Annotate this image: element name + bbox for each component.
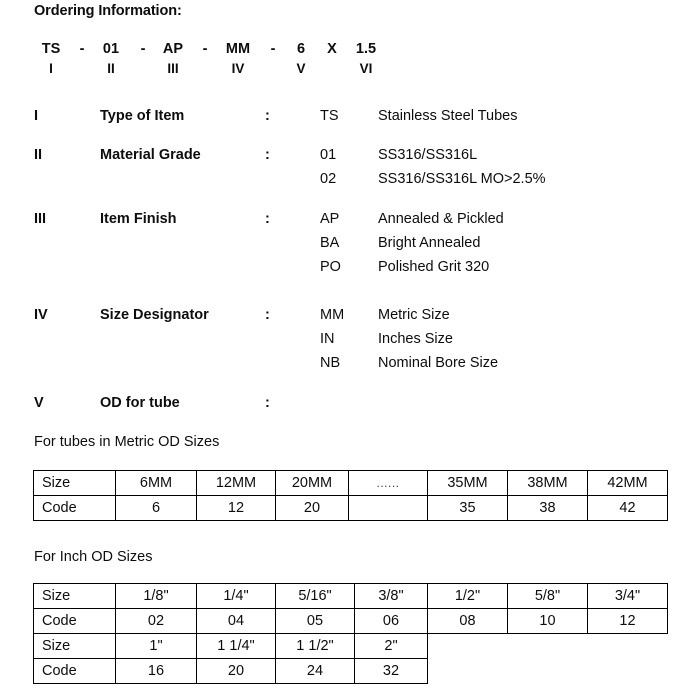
inch-code-cell-7: 12 xyxy=(588,609,668,634)
code-separator-1: - xyxy=(79,41,85,57)
spec-desc-mm: Metric Size xyxy=(378,307,450,323)
code-token-4: MM xyxy=(225,41,251,57)
spec-code-ts: TS xyxy=(320,108,339,124)
spec-colon-v: : xyxy=(265,395,270,411)
spec-roman-i: I xyxy=(34,108,39,124)
inch-size-cell-4: 3/8" xyxy=(355,584,428,609)
metric-code-cell-3: 20 xyxy=(276,496,349,521)
metric-code-cell-2: 12 xyxy=(197,496,276,521)
inch-size2-cell-4: 2" xyxy=(355,634,428,659)
spec-row-item-finish xyxy=(0,211,700,233)
spec-colon-ii: : xyxy=(265,147,270,163)
code-roman-1: I xyxy=(49,61,53,76)
spec-roman-ii: II xyxy=(34,147,43,163)
inch-code-cell-2: 04 xyxy=(197,609,276,634)
metric-code-cell-1: 6 xyxy=(116,496,197,521)
metric-size-cell-5: 35MM xyxy=(428,471,508,496)
inch-code2-cell-2: 20 xyxy=(197,659,276,684)
spec-row-size-designator xyxy=(0,307,700,329)
inch-table-caption: For Inch OD Sizes xyxy=(34,549,153,565)
inch-size-cell-1: 1/8" xyxy=(116,584,197,609)
metric-code-cell-5: 35 xyxy=(428,496,508,521)
table-row xyxy=(34,609,668,634)
inch-row2-head-code: Code xyxy=(34,609,116,634)
spec-desc-po: Polished Grit 320 xyxy=(378,259,490,275)
inch-code-cell-1: 02 xyxy=(116,609,197,634)
metric-code-cell-6: 38 xyxy=(508,496,588,521)
inch-size2-cell-empty-5 xyxy=(428,634,508,659)
inch-code2-cell-3: 24 xyxy=(276,659,355,684)
metric-od-size-table xyxy=(33,470,668,521)
metric-size-cell-ellipsis: ...... xyxy=(349,471,428,496)
spec-roman-iv: IV xyxy=(34,307,48,323)
inch-size-cell-6: 5/8" xyxy=(508,584,588,609)
table-row xyxy=(34,471,668,496)
spec-row-od-for-tube xyxy=(0,395,700,417)
inch-code-cell-5: 08 xyxy=(428,609,508,634)
spec-code-02: 02 xyxy=(320,171,337,187)
metric-size-cell-2: 12MM xyxy=(197,471,276,496)
spec-row-size-designator-in xyxy=(0,331,700,353)
code-token-6: 1.5 xyxy=(355,41,377,57)
code-token-3: AP xyxy=(162,41,184,57)
spec-colon-i: : xyxy=(265,108,270,124)
inch-code2-cell-empty-5 xyxy=(428,659,508,684)
code-separator-2: - xyxy=(140,41,146,57)
spec-desc-02: SS316/SS316L MO>2.5% xyxy=(378,171,546,187)
inch-od-size-table xyxy=(33,583,668,684)
metric-code-cell-ellipsis xyxy=(349,496,428,521)
inch-size-cell-5: 1/2" xyxy=(428,584,508,609)
inch-row3-head-size: Size xyxy=(34,634,116,659)
spec-desc-ba: Bright Annealed xyxy=(378,235,481,251)
inch-code-cell-6: 10 xyxy=(508,609,588,634)
spec-code-mm: MM xyxy=(320,307,345,323)
inch-size2-cell-empty-7 xyxy=(588,634,668,659)
metric-size-cell-3: 20MM xyxy=(276,471,349,496)
table-row xyxy=(34,659,668,684)
code-roman-3: III xyxy=(167,61,179,76)
inch-size2-cell-empty-6 xyxy=(508,634,588,659)
inch-size-cell-3: 5/16" xyxy=(276,584,355,609)
spec-desc-ap: Annealed & Pickled xyxy=(378,211,504,227)
metric-row-head-size: Size xyxy=(34,471,116,496)
inch-code-cell-4: 06 xyxy=(355,609,428,634)
spec-row-size-designator-nb xyxy=(0,355,700,377)
code-token-2: 01 xyxy=(102,41,120,57)
inch-size2-cell-3: 1 1/2" xyxy=(276,634,355,659)
spec-desc-in: Inches Size xyxy=(378,331,453,347)
spec-roman-v: V xyxy=(34,395,44,411)
spec-row-material-grade-02 xyxy=(0,171,700,193)
spec-colon-iv: : xyxy=(265,307,270,323)
spec-label-size-designator: Size Designator xyxy=(100,307,209,323)
code-roman-2: II xyxy=(107,61,115,76)
code-token-1: TS xyxy=(41,41,61,57)
spec-code-01: 01 xyxy=(320,147,337,163)
table-row xyxy=(34,634,668,659)
page-title: Ordering Information: xyxy=(34,3,182,19)
spec-desc-ts: Stainless Steel Tubes xyxy=(378,108,518,124)
inch-code2-cell-empty-7 xyxy=(588,659,668,684)
inch-size-cell-7: 3/4" xyxy=(588,584,668,609)
spec-code-ap: AP xyxy=(320,211,340,227)
spec-roman-iii: III xyxy=(34,211,47,227)
inch-row1-head-size: Size xyxy=(34,584,116,609)
inch-code-cell-3: 05 xyxy=(276,609,355,634)
inch-code2-cell-4: 32 xyxy=(355,659,428,684)
code-token-5: 6 xyxy=(296,41,306,57)
table-row xyxy=(34,496,668,521)
spec-row-item-finish-po xyxy=(0,259,700,281)
metric-size-cell-1: 6MM xyxy=(116,471,197,496)
code-roman-4: IV xyxy=(231,61,245,76)
inch-code2-cell-empty-6 xyxy=(508,659,588,684)
spec-label-od-for-tube: OD for tube xyxy=(100,395,180,411)
inch-size2-cell-1: 1" xyxy=(116,634,197,659)
inch-size2-cell-2: 1 1/4" xyxy=(197,634,276,659)
code-roman-5: V xyxy=(296,61,306,76)
inch-row4-head-code: Code xyxy=(34,659,116,684)
spec-colon-iii: : xyxy=(265,211,270,227)
spec-row-material-grade xyxy=(0,147,700,169)
metric-code-cell-7: 42 xyxy=(588,496,668,521)
spec-code-po: PO xyxy=(320,259,341,275)
spec-label-material-grade: Material Grade xyxy=(100,147,201,163)
spec-code-in: IN xyxy=(320,331,335,347)
inch-size-cell-2: 1/4" xyxy=(197,584,276,609)
metric-row-head-code: Code xyxy=(34,496,116,521)
code-separator-3: - xyxy=(202,41,208,57)
code-token-multiplier: X xyxy=(327,41,337,57)
spec-desc-nb: Nominal Bore Size xyxy=(378,355,499,371)
metric-size-cell-6: 38MM xyxy=(508,471,588,496)
spec-desc-01: SS316/SS316L xyxy=(378,147,478,163)
code-separator-4: - xyxy=(270,41,276,57)
table-row xyxy=(34,584,668,609)
part-number-breakdown xyxy=(34,41,434,83)
spec-row-type-of-item xyxy=(0,108,700,130)
spec-label-item-finish: Item Finish xyxy=(100,211,177,227)
spec-code-nb: NB xyxy=(320,355,341,371)
metric-table-caption: For tubes in Metric OD Sizes xyxy=(34,434,220,450)
spec-label-type-of-item: Type of Item xyxy=(100,108,185,124)
metric-size-cell-7: 42MM xyxy=(588,471,668,496)
spec-row-item-finish-ba xyxy=(0,235,700,257)
spec-code-ba: BA xyxy=(320,235,340,251)
inch-code2-cell-1: 16 xyxy=(116,659,197,684)
code-roman-6: VI xyxy=(359,61,373,76)
